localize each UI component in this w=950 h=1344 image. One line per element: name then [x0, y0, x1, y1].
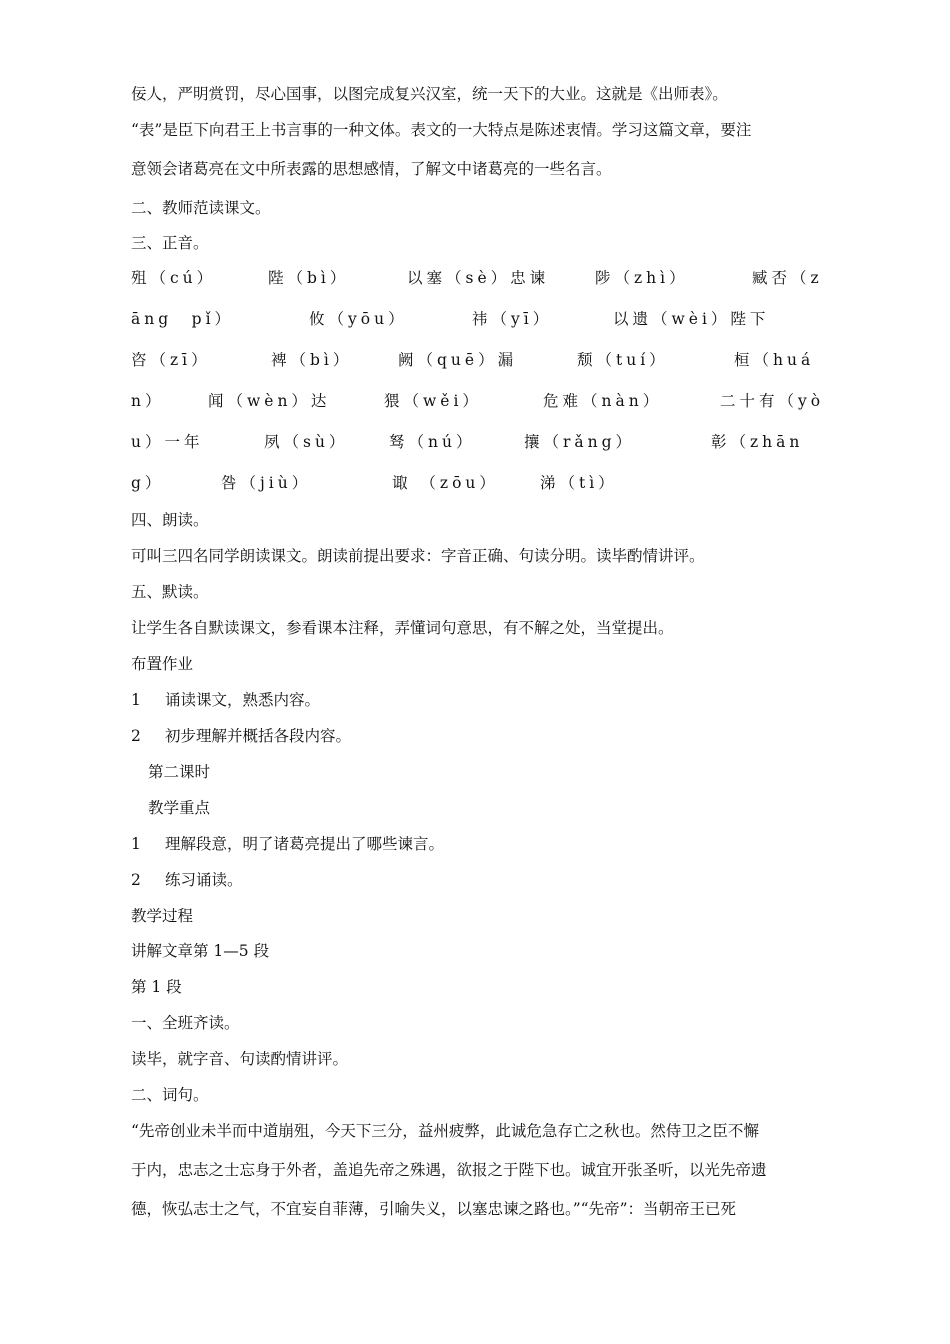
- pinyin-item: 臧否（z: [752, 269, 823, 287]
- pinyin-item: g）: [131, 474, 165, 492]
- text-line: “表”是臣下向君王上书言事的一种文体。表文的一大特点是陈述衷情。学习这篇文章，要注: [131, 121, 752, 139]
- pinyin-row: [131, 309, 831, 329]
- text-line: “先帝创业未半而中道崩殂，今天下三分，益州疲弊，此诚危急存亡之秋也。然侍卫之臣不懈: [131, 1122, 759, 1140]
- text-line: 让学生各自默读课文，参看课本注释，弄懂词句意思，有不解之处，当堂提出。: [131, 619, 674, 637]
- pinyin-row: [131, 268, 831, 288]
- pinyin-item: 桓（huá: [734, 351, 815, 369]
- text-line: 讲解文章第 1—5 段: [131, 942, 270, 960]
- text-line: 可叫三四名同学朗读课文。朗读前提出要求：字音正确、句读分明。读毕酌情讲评。: [131, 547, 705, 565]
- pinyin-item: 驽（nú）: [389, 433, 476, 451]
- pinyin-item: 二十有（yò: [720, 392, 825, 410]
- item-text: 练习诵读。: [165, 871, 243, 889]
- pinyin-item: 陟（zhì）: [595, 269, 689, 287]
- pinyin-item: 颓（tuí）: [577, 351, 669, 369]
- item-text: 初步理解并概括各段内容。: [165, 727, 352, 745]
- pinyin-item: 危难（nàn）: [543, 392, 663, 410]
- text-line: 意领会诸葛亮在文中所表露的思想感情，了解文中诸葛亮的一些名言。: [131, 160, 612, 178]
- pinyin-item: n）: [131, 392, 165, 410]
- homework-item: [131, 726, 831, 746]
- section-heading: 四、朗读。: [131, 511, 209, 529]
- pinyin-item: āng pǐ）: [131, 310, 235, 328]
- pinyin-item: 裨（bì）: [271, 351, 353, 369]
- pinyin-row: [131, 473, 831, 493]
- pinyin-item: 以遗（wèi）陛下: [613, 310, 770, 328]
- pinyin-item: 陛（bì）: [268, 269, 350, 287]
- pinyin-item: 夙（sù）: [264, 433, 349, 451]
- pinyin-item: 以塞（sè）忠谏: [407, 269, 550, 287]
- focus-heading: 教学重点: [148, 799, 211, 817]
- section-heading: 二、教师范读课文。: [131, 199, 271, 217]
- item-number: 2: [131, 871, 141, 889]
- focus-item: [131, 870, 831, 890]
- text-line: 佞人，严明赏罚，尽心国事，以图完成复兴汉室，统一天下的大业。这就是《出师表》。: [131, 85, 728, 103]
- process-heading: 教学过程: [131, 907, 194, 925]
- section-heading: 五、默读。: [131, 583, 209, 601]
- text-line: 第 1 段: [131, 978, 182, 996]
- pinyin-item: 殂（cú）: [131, 269, 217, 287]
- pinyin-item: u）一年: [131, 433, 204, 451]
- pinyin-row: [131, 391, 831, 411]
- pinyin-item: 诹 （zōu）: [392, 474, 499, 492]
- pinyin-item: 咨（zī）: [131, 351, 211, 369]
- text-line: 德，恢弘志士之气，不宜妄自菲薄，引喻失义，以塞忠谏之路也。”“先帝”：当朝帝王已死: [131, 1200, 737, 1218]
- pinyin-item: 咎（jiù）: [221, 474, 312, 492]
- item-text: 理解段意，明了诸葛亮提出了哪些谏言。: [165, 835, 445, 853]
- lesson-title: 第二课时: [148, 763, 211, 781]
- text-line: 于内，忠志之士忘身于外者，盖追先帝之殊遇，欲报之于陛下也。诚宜开张圣听，以光先帝遗: [131, 1161, 767, 1179]
- pinyin-item: 涕（tì）: [540, 474, 618, 492]
- pinyin-item: 猥（wěi）: [384, 392, 482, 410]
- pinyin-item: 祎（yī）: [472, 310, 553, 328]
- section-heading: 一、全班齐读。: [131, 1014, 240, 1032]
- item-text: 诵读课文，熟悉内容。: [165, 691, 321, 709]
- pinyin-item: 彰（zhān: [711, 433, 804, 451]
- pinyin-item: 闻（wèn）达: [208, 392, 331, 410]
- text-line: 读毕，就字音、句读酌情讲评。: [131, 1050, 349, 1068]
- pinyin-item: 攘（rǎng）: [524, 433, 636, 451]
- pinyin-item: 阙（quē）漏: [398, 351, 518, 369]
- item-number: 1: [131, 835, 141, 853]
- section-heading: 三、正音。: [131, 234, 209, 252]
- section-heading: 二、词句。: [131, 1086, 209, 1104]
- item-number: 1: [131, 691, 141, 709]
- homework-item: [131, 690, 831, 710]
- pinyin-row: [131, 350, 831, 370]
- item-number: 2: [131, 727, 141, 745]
- pinyin-item: 攸（yōu）: [309, 310, 408, 328]
- pinyin-row: [131, 432, 831, 452]
- focus-item: [131, 834, 831, 854]
- homework-heading: 布置作业: [131, 655, 194, 673]
